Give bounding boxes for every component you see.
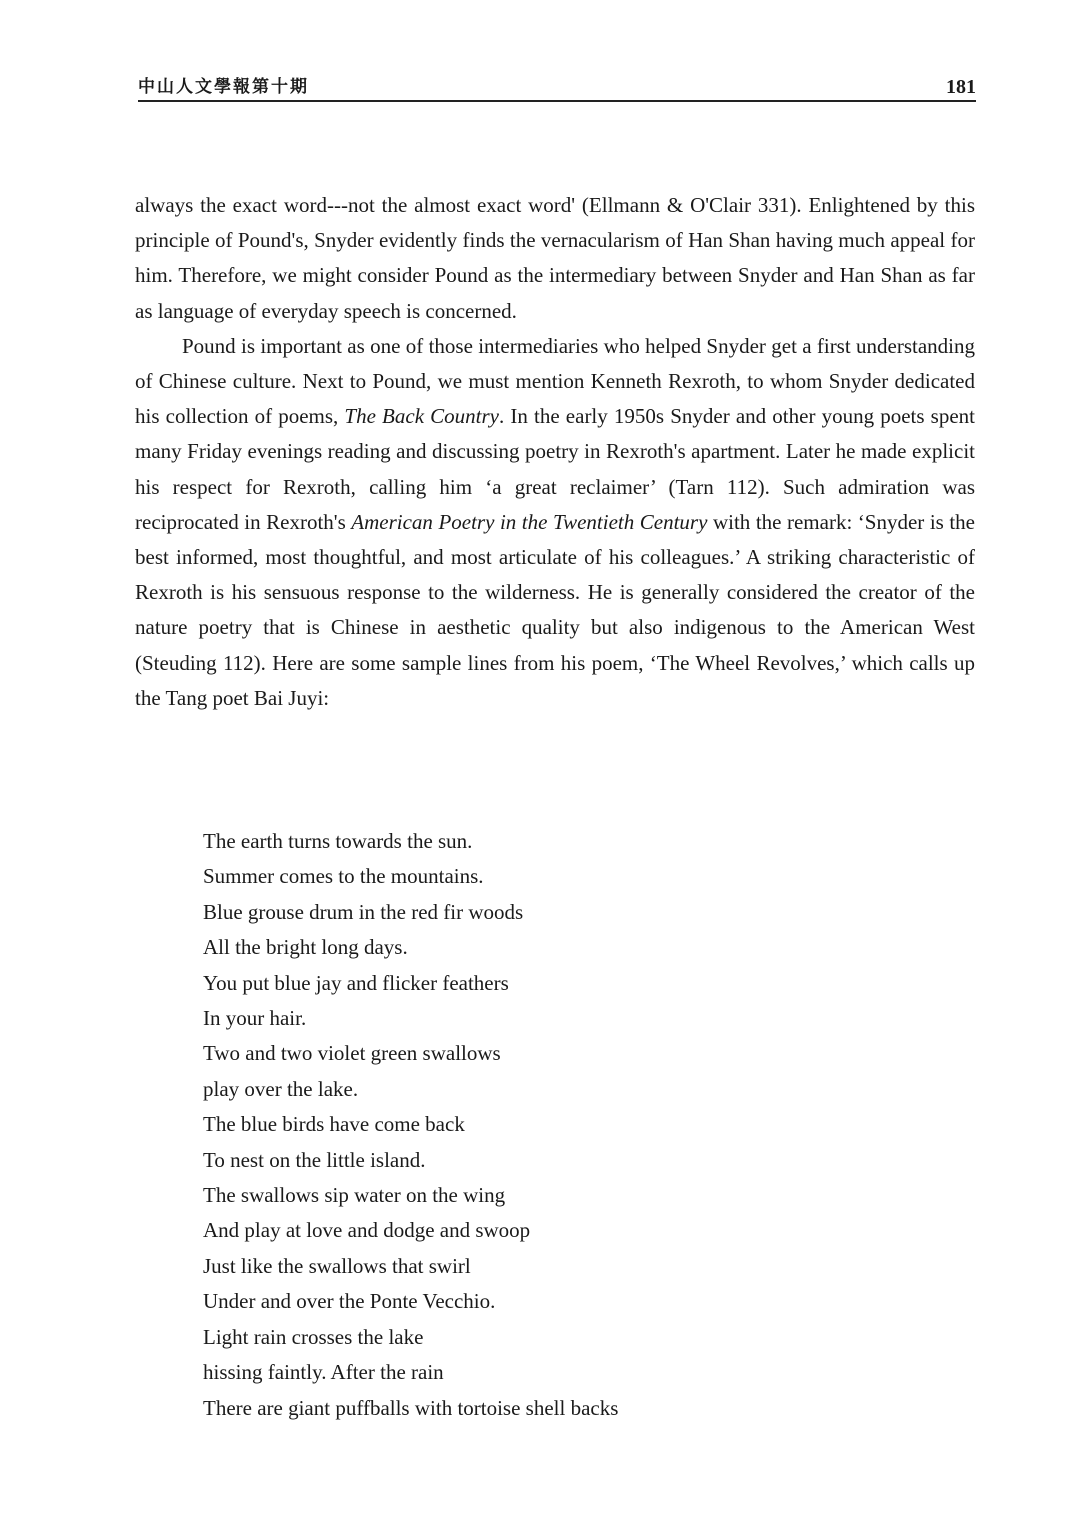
paragraph-2-part-1: Pound is important as one of those intermediaries who helped Snyder get a first understanding of Chinese culture. Next to Pound, we must mention Kenneth Rexroth, to whom Snyder dedicated his collection of poems, (135, 333, 975, 429)
journal-title: 中山人文學報第十期 (138, 77, 309, 97)
poem-excerpt (203, 824, 618, 1426)
poem-line: Blue grouse drum in the red fir woods (203, 899, 524, 924)
poem-line: hissing faintly. After the rain (203, 1360, 444, 1385)
poem-line: And play at love and dodge and swoop (203, 1218, 531, 1243)
poem-line: Two and two violet green swallows (203, 1041, 501, 1066)
poem-line: Under and over the Ponte Vecchio. (203, 1289, 496, 1314)
poem-line: You put blue jay and flicker feathers (203, 970, 509, 995)
book-title-american-poetry: American Poetry in the Twentieth Century (351, 509, 708, 534)
poem-line: To nest on the little island. (203, 1147, 426, 1172)
poem-line: The swallows sip water on the wing (203, 1183, 506, 1208)
paragraph-1: always the exact word---not the almost exact word' (Ellmann & O'Clair 331). Enlightened by this principle of Pound's, Snyder evidently finds the vernacularism of Han Shan having much appeal for him. Therefore, we might consider Pound as the intermediary between Snyder and Han Shan as far as language of everyday speech is concerned. (135, 193, 975, 323)
poem-line: The blue birds have come back (203, 1112, 465, 1137)
poem-line: In your hair. (203, 1006, 307, 1031)
running-header (138, 74, 976, 102)
paragraph-2-part-2: . In the early 1950s Snyder and other young poets spent many Friday evenings reading and discussing poetry in Rexroth's apartment. Later he made explicit his respect for Rexroth, calling him ‘a great reclaimer’ (Tarn 112). Such admiration was reciprocated in Rexroth's (135, 404, 975, 534)
page-number: 181 (946, 76, 976, 98)
book-title-back-country: The Back Country (344, 404, 499, 429)
poem-line: play over the lake. (203, 1076, 359, 1101)
paragraph-2 (135, 329, 975, 716)
poem-line: Just like the swallows that swirl (203, 1253, 471, 1278)
body-text (135, 188, 975, 716)
poem-line: There are giant puffballs with tortoise shell backs (203, 1395, 619, 1420)
poem-line: Light rain crosses the lake (203, 1324, 424, 1349)
poem-line: All the bright long days. (203, 935, 408, 960)
paragraph-2-part-3: with the remark: ‘Snyder is the best informed, most thoughtful, and most articulate of his colleagues.’ A striking characteristic of Rexroth is his sensuous response to the wilderness. He is generally considered the creator of the nature poetry that is Chinese in aesthetic quality but also indigenous to the American West (Steuding 112). Here are some sample lines from his poem, ‘The Wheel Revolves,’ which calls up the Tang poet Bai Juyi: (135, 509, 975, 710)
poem-line: Summer comes to the mountains. (203, 864, 484, 889)
poem-line: The earth turns towards the sun. (203, 829, 473, 853)
